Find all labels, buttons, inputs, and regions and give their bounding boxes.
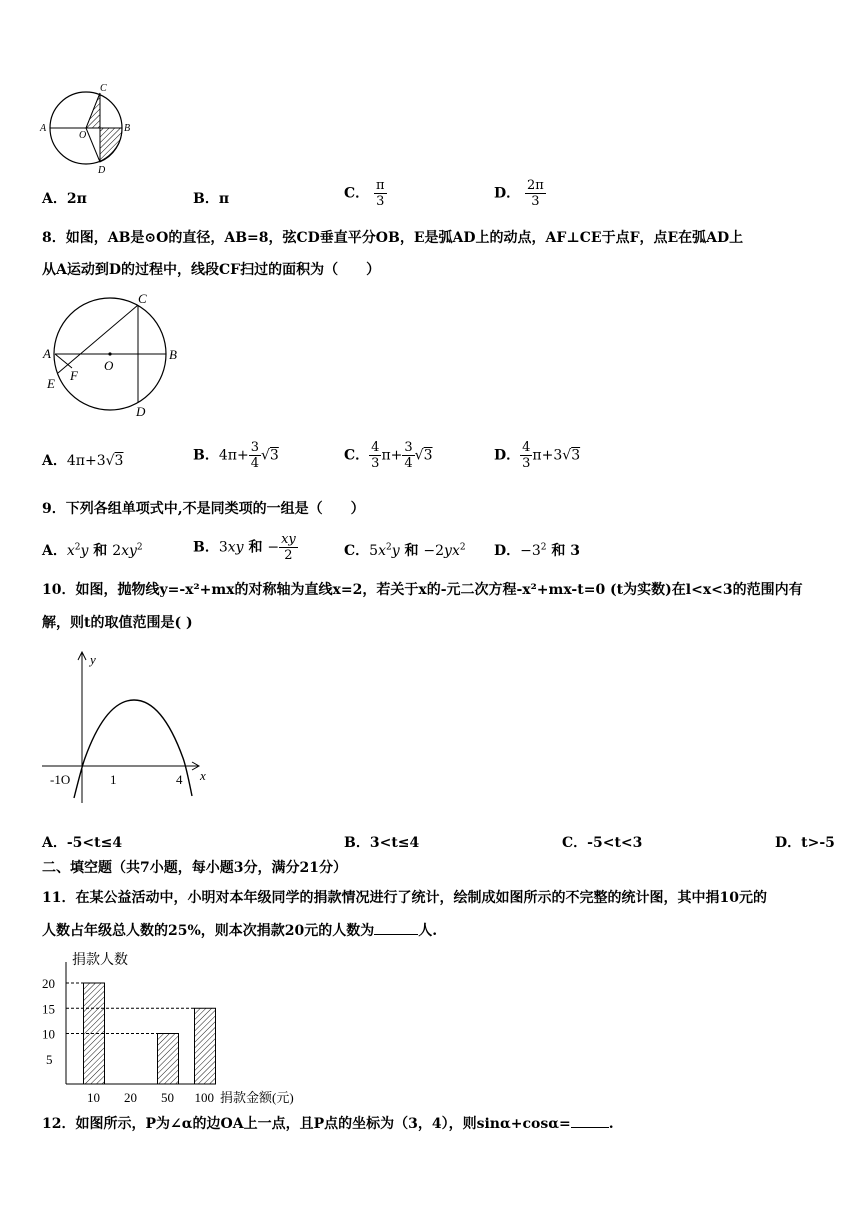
chart-xlabel: 捐款金额(元): [220, 1090, 294, 1105]
q10-option-a: A．-5<t≤4: [42, 835, 123, 851]
q8-label-o: O: [104, 358, 114, 373]
q8-question-line2: 从A运动到D的过程中，线段CF扫过的面积为（ ）: [42, 262, 381, 278]
chart-xtick-20: 20: [124, 1090, 137, 1105]
q8-label-d: D: [136, 404, 146, 419]
q10-label-origin: -1O: [50, 772, 71, 787]
q8-question-line1: 8．如图，AB是⊙O的直径，AB=8，弦CD垂直平分OB，E是弧AD上的动点，AF⊥CE于点F，点E在弧AD上: [42, 230, 744, 246]
q10-question-line2: 解，则t的取值范围是( ): [42, 615, 193, 631]
chart-bar-10: [84, 983, 105, 1084]
chart-ytick-20: 20: [42, 976, 55, 991]
chart-xtick-100: 100: [194, 1090, 214, 1105]
q8-option-a: A．4π+3√3: [42, 453, 124, 469]
chart-xtick-10: 10: [87, 1090, 100, 1105]
q7-label-d: D: [98, 165, 106, 176]
q11-bar-chart: [36, 946, 316, 1108]
q11-question-line1: 11．在某公益活动中，小明对本年级同学的捐款情况进行了统计，绘制成如图所示的不完整的统计图，其中捐10元的: [42, 890, 767, 906]
chart-ytick-10: 10: [42, 1026, 55, 1042]
q9-option-c: C．$5x^2y$ 和 $-2yx^2$: [344, 542, 466, 559]
q7-option-c: C． $\frac{\pi}{3}$: [344, 178, 385, 209]
q10-label-one: 1: [110, 772, 117, 787]
q8-label-b: B: [169, 347, 177, 362]
q10-parabola-curve: [74, 700, 192, 798]
q7-label-b: B: [124, 123, 131, 134]
q7-option-c-fraction: $\frac{\pi}{3}$: [376, 178, 385, 209]
q8-circle-figure: [40, 290, 190, 422]
q11-answer-blank[interactable]: [374, 920, 418, 935]
q10-label-x: x: [200, 768, 206, 783]
q10-option-d: D．t>-5: [775, 835, 835, 851]
q7-label-o: O: [79, 130, 87, 141]
q7-option-b: B．π: [193, 191, 230, 207]
chart-ytick-5: 5: [46, 1051, 53, 1067]
q7-label-c: C: [100, 83, 107, 94]
q7-label-a: A: [40, 123, 47, 134]
chart-ytick-15: 15: [42, 1001, 55, 1017]
q10-label-y: y: [90, 652, 96, 667]
q12-answer-blank[interactable]: [571, 1113, 609, 1128]
chart-xtick-50: 50: [161, 1090, 174, 1105]
chart-ylabel: 捐款人数: [72, 953, 128, 968]
q10-option-b: B．3<t≤4: [344, 835, 420, 851]
q8-label-e: E: [47, 376, 55, 391]
q9-question: 9．下列各组单项式中,不是同类项的一组是（ ）: [42, 501, 365, 517]
q12-question: 12．如图所示，P为∠α的边OA上一点，且P点的坐标为（3，4），则sinα+cosα= .: [42, 1113, 614, 1134]
q8-option-b: B．4π+ $\frac{3}{4}$ √3: [193, 440, 279, 471]
section-heading-fill-in: 二、填空题（共7小题，每小题3分，满分21分）: [42, 860, 347, 876]
q8-label-a: A: [43, 346, 51, 361]
q8-option-c: C． $\frac{4}{3}$ π+ $\frac{3}{4}$ √3: [344, 440, 433, 471]
q8-option-d: D． $\frac{4}{3}$ π+3√3: [494, 440, 581, 471]
q10-parabola-figure: [38, 648, 218, 808]
q7-option-d-fraction: $\frac{2\pi}{3}$: [527, 178, 544, 209]
q9-option-a: A．$x^2y$ 和 $2xy^2$: [42, 542, 143, 559]
chart-bar-50: [158, 1034, 179, 1085]
q7-option-d: D． $\frac{2\pi}{3}$: [494, 178, 544, 209]
q7-circle-figure: [38, 80, 138, 176]
q8-label-c: C: [138, 291, 147, 306]
q11-question-line2: 人数占年级总人数的25%，则本次捐款20元的人数为 人.: [42, 920, 437, 941]
q9-option-b: B．3xy 和 − $\frac{xy}{2}$: [193, 532, 296, 563]
q10-option-c: C．-5<t<3: [562, 835, 643, 851]
q8-label-f: F: [70, 368, 78, 383]
q9-option-d: D．$-3^2$ 和 3: [494, 542, 581, 559]
q10-label-four: 4: [176, 772, 183, 787]
chart-bar-100: [195, 1008, 216, 1084]
q10-question-line1: 10．如图，抛物线y=-x²+mx的对称轴为直线x=2，若关于x的-元二次方程-x²+mx-t=0 (t为实数)在l<x<3的范围内有: [42, 582, 803, 598]
q7-option-a: A．2π: [42, 191, 87, 207]
